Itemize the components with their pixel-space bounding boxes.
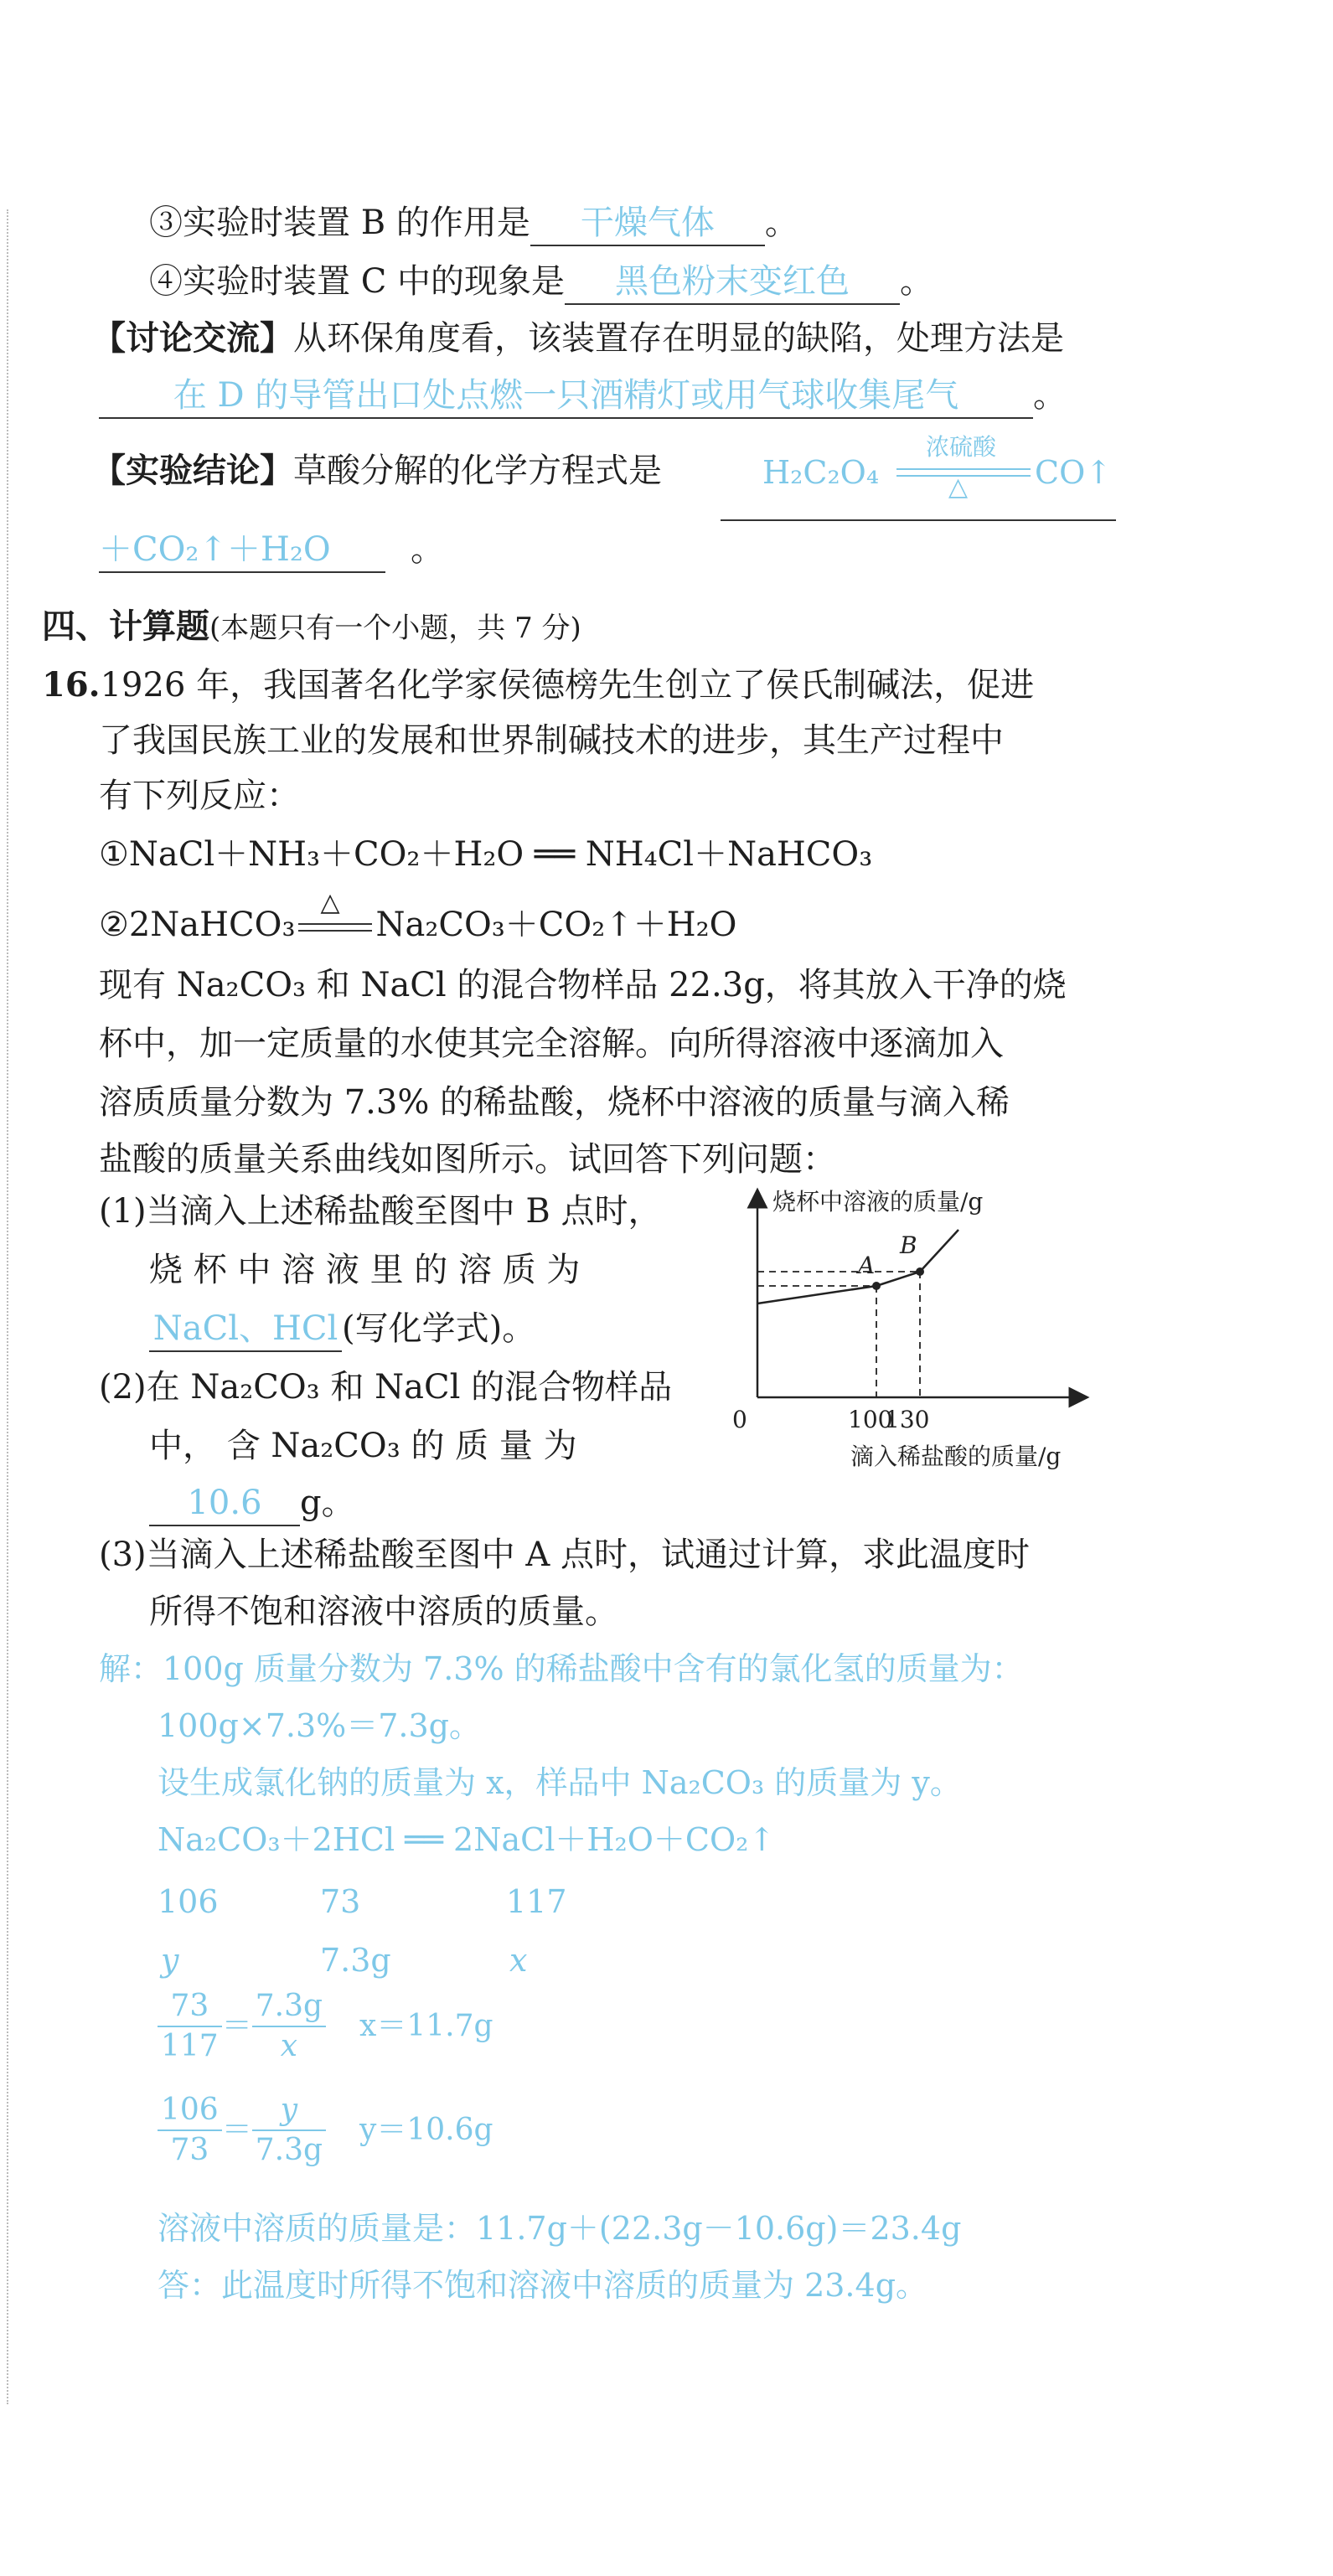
q16-stem-3: 溶质质量分数为 7.3% 的稀盐酸，烧杯中溶液的质量与滴入稀 <box>99 1083 1010 1122</box>
section-note: (本题只有一个小题，共 7 分) <box>209 612 581 645</box>
q15-discussion-answer-line <box>99 374 1067 419</box>
conclusion-answer-reactant: H₂C₂O₄ <box>762 454 880 491</box>
conclusion-answer-tail: ＋CO₂↑＋H₂O <box>99 528 385 573</box>
q16-part-3-line-2: 所得不饱和溶液中溶质的质量。 <box>149 1593 618 1631</box>
unknown-y: y <box>161 1942 179 1979</box>
q15-item-4-answer: 黑色粉末变红色 <box>565 260 900 305</box>
part-2-answer: 10.6 <box>149 1481 300 1526</box>
q15-conclusion <box>92 449 662 493</box>
solution-answer: 答：此温度时所得不饱和溶液中溶质的质量为 23.4g。 <box>158 2267 928 2304</box>
conclusion-text: 草酸分解的化学方程式是 <box>293 452 662 490</box>
x-tick-130: 130 <box>885 1406 930 1433</box>
fraction-y-7.3g <box>252 2091 326 2170</box>
discussion-answer: 在 D 的导管出口处点燃一只酒精灯或用气球收集尾气 <box>99 374 1033 419</box>
conclusion-period: 。 <box>411 530 444 569</box>
y-axis-label: 烧杯中溶液的质量/g <box>772 1188 984 1216</box>
point-a-label: A <box>858 1252 876 1279</box>
fraction-4-denominator: 7.3g <box>255 2133 323 2167</box>
q16-part-2-line-3 <box>149 1481 355 1526</box>
part-2-unit: g。 <box>300 1484 355 1522</box>
result-x: x＝11.7g <box>359 2009 493 2043</box>
q15-item-3-text: ③实验时装置 B 的作用是 <box>149 204 530 242</box>
curve-segment-1 <box>757 1286 876 1303</box>
eq2-equals <box>295 888 375 947</box>
q15-item-4-text: ④实验时装置 C 中的现象是 <box>149 262 566 301</box>
conclusion-answer-blank <box>721 429 1116 521</box>
q15-item-3-answer: 干燥气体 <box>530 201 765 246</box>
proportion-2 <box>158 2091 493 2170</box>
q16-stem-2: 杯中，加一定质量的水使其完全溶解。向所得溶液中逐滴加入 <box>99 1025 1004 1063</box>
q16-part-2-line-1: (2)在 Na₂CO₃ 和 NaCl 的混合物样品 <box>99 1368 673 1407</box>
point-b-label: B <box>900 1231 917 1259</box>
fraction-1-denominator: 117 <box>161 2029 219 2063</box>
solution-total: 溶液中溶质的质量是：11.7g＋(22.3g－10.6g)＝23.4g <box>158 2210 962 2247</box>
conclusion-answer-continued <box>99 528 444 573</box>
part-1-note: (写化学式)。 <box>342 1309 536 1348</box>
fraction-106-73 <box>158 2091 222 2170</box>
binding-margin-line <box>7 209 8 2404</box>
q16-part-3-line-1: (3)当滴入上述稀盐酸至图中 A 点时，试通过计算，求此温度时 <box>99 1536 1030 1574</box>
conclusion-condition-bottom: △ <box>948 472 969 502</box>
q15-discussion <box>92 317 1064 360</box>
x-axis-label: 滴入稀盐酸的质量/g <box>850 1443 1062 1470</box>
fraction-7.3g-x <box>252 1987 326 2066</box>
unknown-x: x <box>509 1942 528 1979</box>
section-heading <box>42 605 581 650</box>
result-y: y＝10.6g <box>359 2113 493 2147</box>
q15-item-3-period: 。 <box>764 204 798 242</box>
fraction-1-equals: ＝ <box>221 2009 252 2043</box>
q16-intro-3: 有下列反应： <box>99 777 300 815</box>
solution-equation: Na₂CO₃＋2HCl ══ 2NaCl＋H₂O＋CO₂↑ <box>158 1821 776 1858</box>
conclusion-label: 【实验结论】 <box>92 451 293 490</box>
q16-intro-1-text: 1926 年，我国著名化学家侯德榜先生创立了侯氏制碱法，促进 <box>100 666 1035 705</box>
q16-part-1-line-3 <box>149 1307 535 1352</box>
molar-mass-106: 106 <box>158 1883 219 1920</box>
q15-item-4-period: 。 <box>900 262 934 301</box>
fraction-4-numerator: y <box>252 2091 326 2131</box>
proportion-1 <box>158 1987 493 2066</box>
fraction-2-denominator: x <box>280 2029 298 2063</box>
hcl-mass: 7.3g <box>320 1942 391 1979</box>
q16-equation-2 <box>99 888 737 947</box>
origin-label: 0 <box>732 1406 747 1433</box>
molar-mass-117: 117 <box>506 1883 567 1920</box>
solution-line-2: 100g×7.3%＝7.3g。 <box>158 1707 481 1744</box>
eq2-double-line <box>298 923 372 932</box>
conclusion-condition-top: 浓硫酸 <box>926 433 997 461</box>
q15-item-4 <box>149 260 933 305</box>
eq2-condition: △ <box>320 888 340 917</box>
fraction-73-117 <box>158 1987 222 2066</box>
point-a-dot <box>872 1282 881 1290</box>
q15-item-3 <box>149 201 798 246</box>
mass-relation-graph <box>721 1181 1139 1483</box>
q16-stem-4: 盐酸的质量关系曲线如图所示。试回答下列问题： <box>99 1140 836 1179</box>
discussion-text: 从环保角度看，该装置存在明显的缺陷，处理方法是 <box>293 319 1064 358</box>
q16-intro-2: 了我国民族工业的发展和世界制碱技术的进步，其生产过程中 <box>99 721 1004 760</box>
x-tick-100: 100 <box>848 1406 893 1433</box>
q16-stem-1: 现有 Na₂CO₃ 和 NaCl 的混合物样品 22.3g，将其放入干净的烧 <box>99 966 1067 1004</box>
point-b-dot <box>916 1267 924 1276</box>
solution-line-1: 解：100g 质量分数为 7.3% 的稀盐酸中含有的氯化氢的质量为： <box>99 1650 1024 1687</box>
curve-segment-2 <box>876 1272 920 1286</box>
q16-part-1-line-2: 烧 杯 中 溶 液 里 的 溶 质 为 <box>149 1251 581 1289</box>
q16-number: 16. <box>42 665 101 705</box>
solution-line-3: 设生成氯化钠的质量为 x，样品中 Na₂CO₃ 的质量为 y。 <box>158 1764 962 1801</box>
fraction-3-numerator: 106 <box>158 2091 222 2131</box>
q16-part-1-line-1: (1)当滴入上述稀盐酸至图中 B 点时， <box>99 1192 662 1231</box>
discussion-period: 。 <box>1033 376 1067 415</box>
q16-intro-1 <box>42 663 1034 707</box>
fraction-1-numerator: 73 <box>158 1987 222 2027</box>
eq2-left: ②2NaHCO₃ <box>99 906 296 944</box>
fraction-2-numerator: 7.3g <box>252 1987 326 2027</box>
part-1-answer: NaCl、HCl <box>149 1307 342 1352</box>
conclusion-answer-product: CO↑ <box>1035 454 1113 491</box>
fraction-3-equals: ＝ <box>221 2113 252 2147</box>
fraction-3-denominator: 73 <box>170 2133 209 2167</box>
section-title: 四、计算题 <box>42 607 209 646</box>
q16-equation-1: ①NaCl＋NH₃＋CO₂＋H₂O ══ NH₄Cl＋NaHCO₃ <box>99 835 873 874</box>
eq2-right: Na₂CO₃＋CO₂↑＋H₂O <box>375 906 737 944</box>
curve-segment-3 <box>920 1230 958 1272</box>
discussion-label: 【讨论交流】 <box>92 318 293 358</box>
molar-mass-73: 73 <box>320 1883 361 1920</box>
q16-part-2-line-2: 中， 含 Na₂CO₃ 的 质 量 为 <box>149 1427 577 1465</box>
